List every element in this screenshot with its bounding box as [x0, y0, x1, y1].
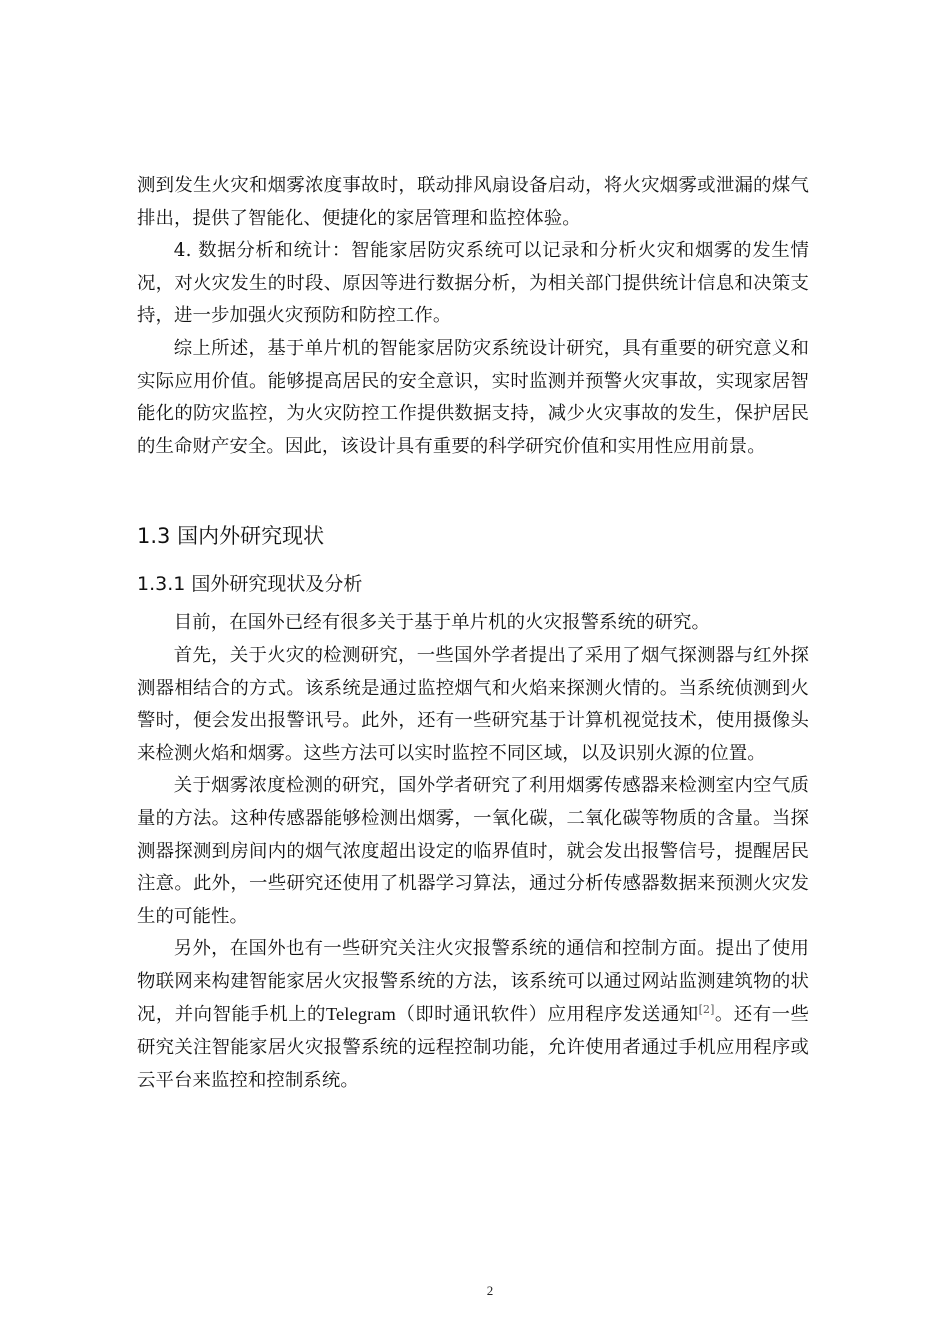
- paragraph-continuation: 测到发生火灾和烟雾浓度事故时，联动排风扇设备启动，将火灾烟雾或泄漏的煤气排出，提供了智能化、便捷化的家居管理和监控体验。: [137, 175, 809, 229]
- paragraph-smoke-detection: 关于烟雾浓度检测的研究，国外学者研究了利用烟雾传感器来检测室内空气质量的方法。这种传感器能够检测出烟雾，一氧化碳，二氧化碳等物质的含量。当探测器探测到房间内的烟气浓度超出设定的临界值时，就会发出报警信号，提醒居民注意。此外，一些研究还使用了机器学习算法，通过分析传感器数据来预测火灾发生的可能性。: [137, 775, 809, 927]
- paragraph-summary: 综上所述，基于单片机的智能家居防灾系统设计研究，具有重要的研究意义和实际应用价值。能够提高居民的安全意识，实时监测并预警火灾事故，实现家居智能化的防灾监控，为火灾防控工作提供数据支持，减少火灾事故的发生，保护居民的生命财产安全。因此，该设计具有重要的科学研究价值和实用性应用前景。: [137, 337, 809, 457]
- citation-reference[interactable]: [2]: [698, 1003, 715, 1017]
- section-heading: 1.3 国内外研究现状: [137, 524, 325, 549]
- paragraph-communication: [137, 933, 809, 1097]
- subsection-heading: 1.3.1 国外研究现状及分析: [137, 573, 363, 596]
- paragraph-fire-detection: 首先，关于火灾的检测研究，一些国外学者提出了采用了烟气探测器与红外探测器相结合的方式。该系统是通过监控烟气和火焰来探测火情的。当系统侦测到火警时，便会发出报警讯号。此外，还有一些研究基于计算机视觉技术，使用摄像头来检测火焰和烟雾。这些方法可以实时监控不同区域，以及识别火源的位置。: [137, 644, 809, 764]
- paragraph-text-part2: （即时通讯软件）应用程序发送通知: [395, 1004, 699, 1026]
- document-page: [137, 170, 809, 1097]
- paragraph-text-part3: 。还有一些研究关注智能家居火灾报警系统的远程控制功能，允许使用者通过手机应用程序或云平台来监控和控制系统。: [137, 1004, 809, 1091]
- telegram-term: Telegram: [325, 1004, 396, 1025]
- paragraph-data-analysis: 4. 数据分析和统计：智能家居防灾系统可以记录和分析火灾和烟雾的发生情况，对火灾发生的时段、原因等进行数据分析，为相关部门提供统计信息和决策支持，进一步加强火灾预防和防控工作。: [137, 240, 809, 327]
- paragraph-text-part1: 另外，在国外也有一些研究关注火灾报警系统的通信和控制方面。提出了使用物联网来构建智能家居火灾报警系统的方法，该系统可以通过网站监测建筑物的状况，并向智能手机上的: [137, 938, 809, 1026]
- paragraph-intro: 目前，在国外已经有很多关于基于单片机的火灾报警系统的研究。: [173, 612, 711, 634]
- page-number: 2: [486, 1283, 494, 1298]
